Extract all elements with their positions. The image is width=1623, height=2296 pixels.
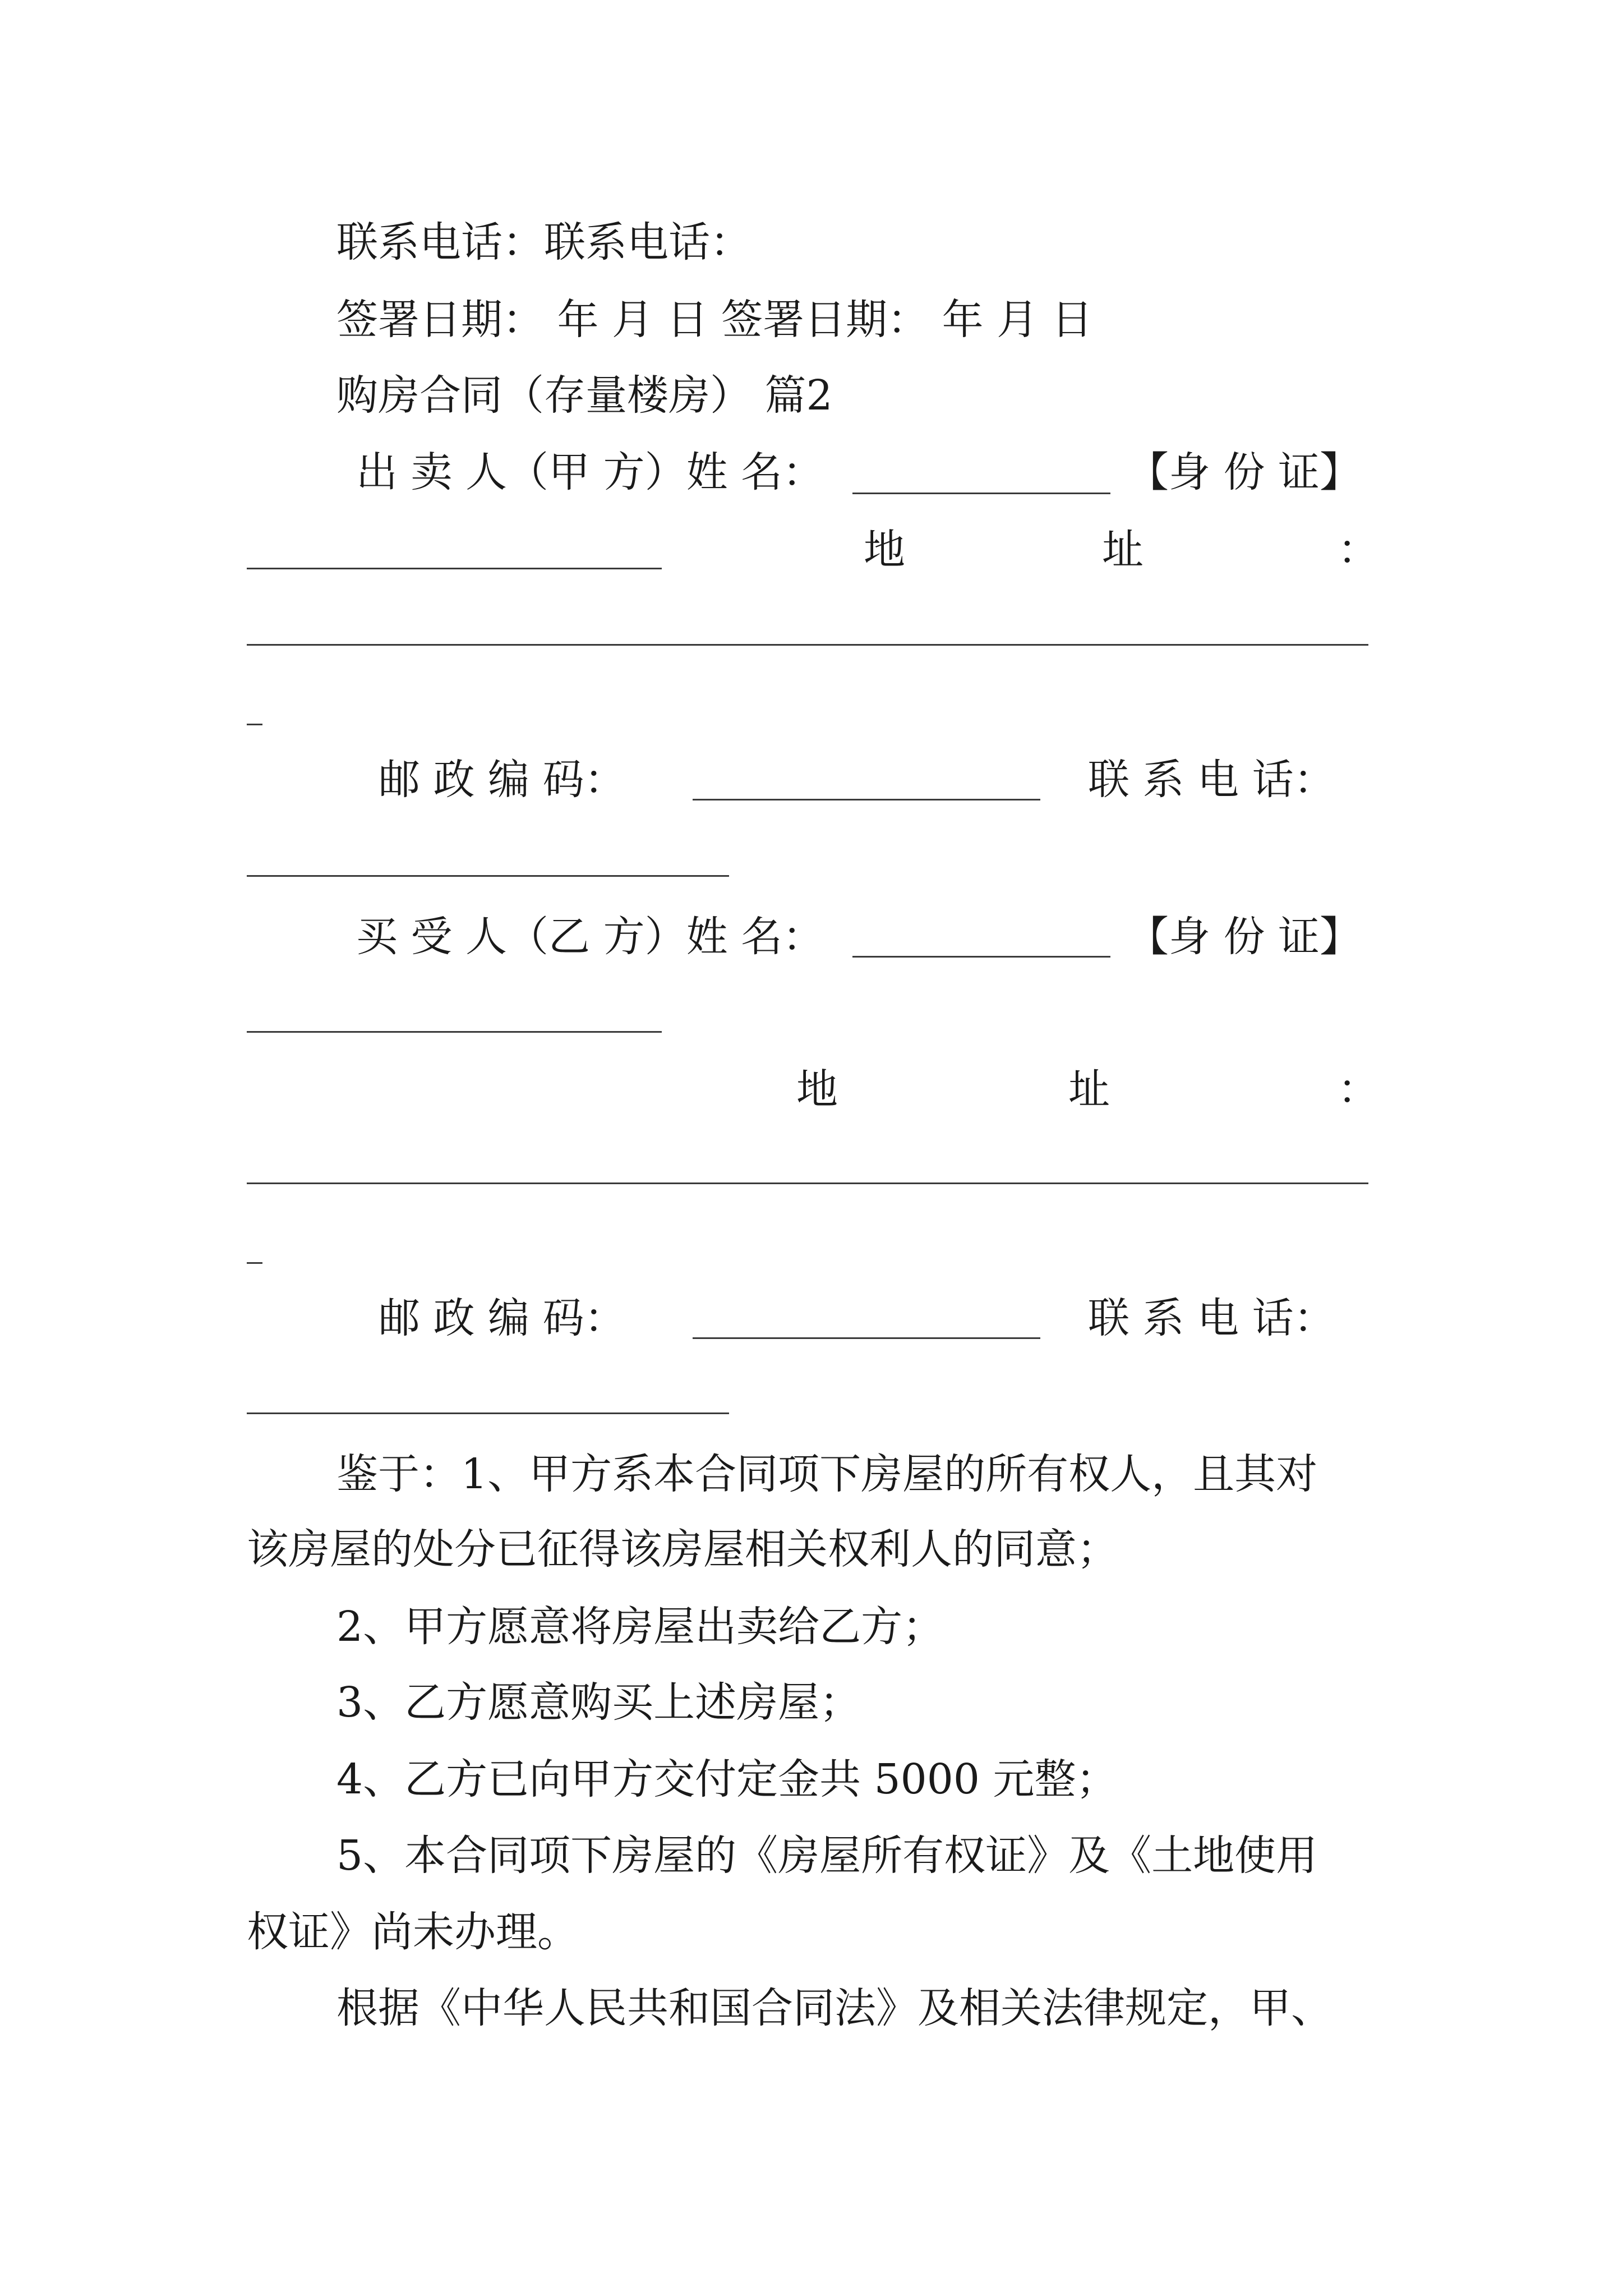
buyer-postcode-blank (693, 1337, 1040, 1339)
whereas-item-5-line-2: 权证》尚未办理。 (247, 1908, 579, 1956)
buyer-name-blank (852, 956, 1110, 958)
seller-address-blank-tail (247, 724, 262, 725)
seller-address-char-2: 址 (1102, 526, 1144, 574)
seller-postcode-label: 邮 政 编 码： (379, 756, 626, 804)
section-title: 购房合同（存量楼房） 篇2 (336, 371, 833, 420)
whereas-item-4: 4、乙方已向甲方交付定金共 5000 元整； (336, 1755, 1118, 1803)
buyer-name-label: 买 受 人（乙 方）姓 名： (356, 913, 824, 961)
seller-id-blank (247, 568, 662, 569)
signing-date-row: 签署日期： 年 月 日 签署日期： 年 月 日 (336, 296, 1093, 344)
whereas-clause-line-2: 该房屋的处分已征得该房屋相关权利人的同意； (247, 1525, 1118, 1573)
buyer-address-char-1: 地 (796, 1065, 838, 1114)
seller-address-blank (247, 644, 1368, 646)
seller-name-blank (852, 493, 1110, 494)
contact-phone-row: 联系电话：联系电话： (336, 218, 751, 266)
seller-phone-blank (247, 875, 729, 877)
buyer-id-blank (247, 1031, 662, 1033)
seller-address-colon: ： (1338, 526, 1379, 574)
buyer-postcode-label: 邮 政 编 码： (379, 1294, 626, 1342)
buyer-phone-blank (247, 1412, 729, 1414)
buyer-address-colon: ： (1338, 1065, 1379, 1114)
whereas-item-5-line-1: 5、本合同项下房屋的《房屋所有权证》及《土地使用 (336, 1832, 1318, 1880)
whereas-item-2: 2、甲方愿意将房屋出卖给乙方； (336, 1603, 944, 1651)
buyer-address-char-2: 址 (1068, 1065, 1110, 1114)
whereas-clause-line-1: 鉴于：1、甲方系本合同项下房屋的所有权人，且其对 (336, 1450, 1318, 1498)
seller-name-label: 出 卖 人（甲 方）姓 名： (356, 448, 824, 496)
buyer-id-label: 【身 份 证】 (1127, 913, 1362, 961)
seller-address-char-1: 地 (864, 526, 905, 574)
seller-phone-label: 联 系 电 话： (1088, 756, 1335, 804)
seller-postcode-blank (693, 799, 1040, 800)
buyer-address-blank-tail (247, 1262, 262, 1264)
whereas-item-3: 3、乙方愿意购买上述房屋； (336, 1678, 861, 1727)
buyer-address-blank (247, 1182, 1368, 1184)
legal-basis-paragraph: 根据《中华人民共和国合同法》及相关法律规定，甲、 (336, 1984, 1332, 2032)
buyer-phone-label: 联 系 电 话： (1088, 1294, 1335, 1342)
seller-id-label: 【身 份 证】 (1127, 448, 1362, 496)
